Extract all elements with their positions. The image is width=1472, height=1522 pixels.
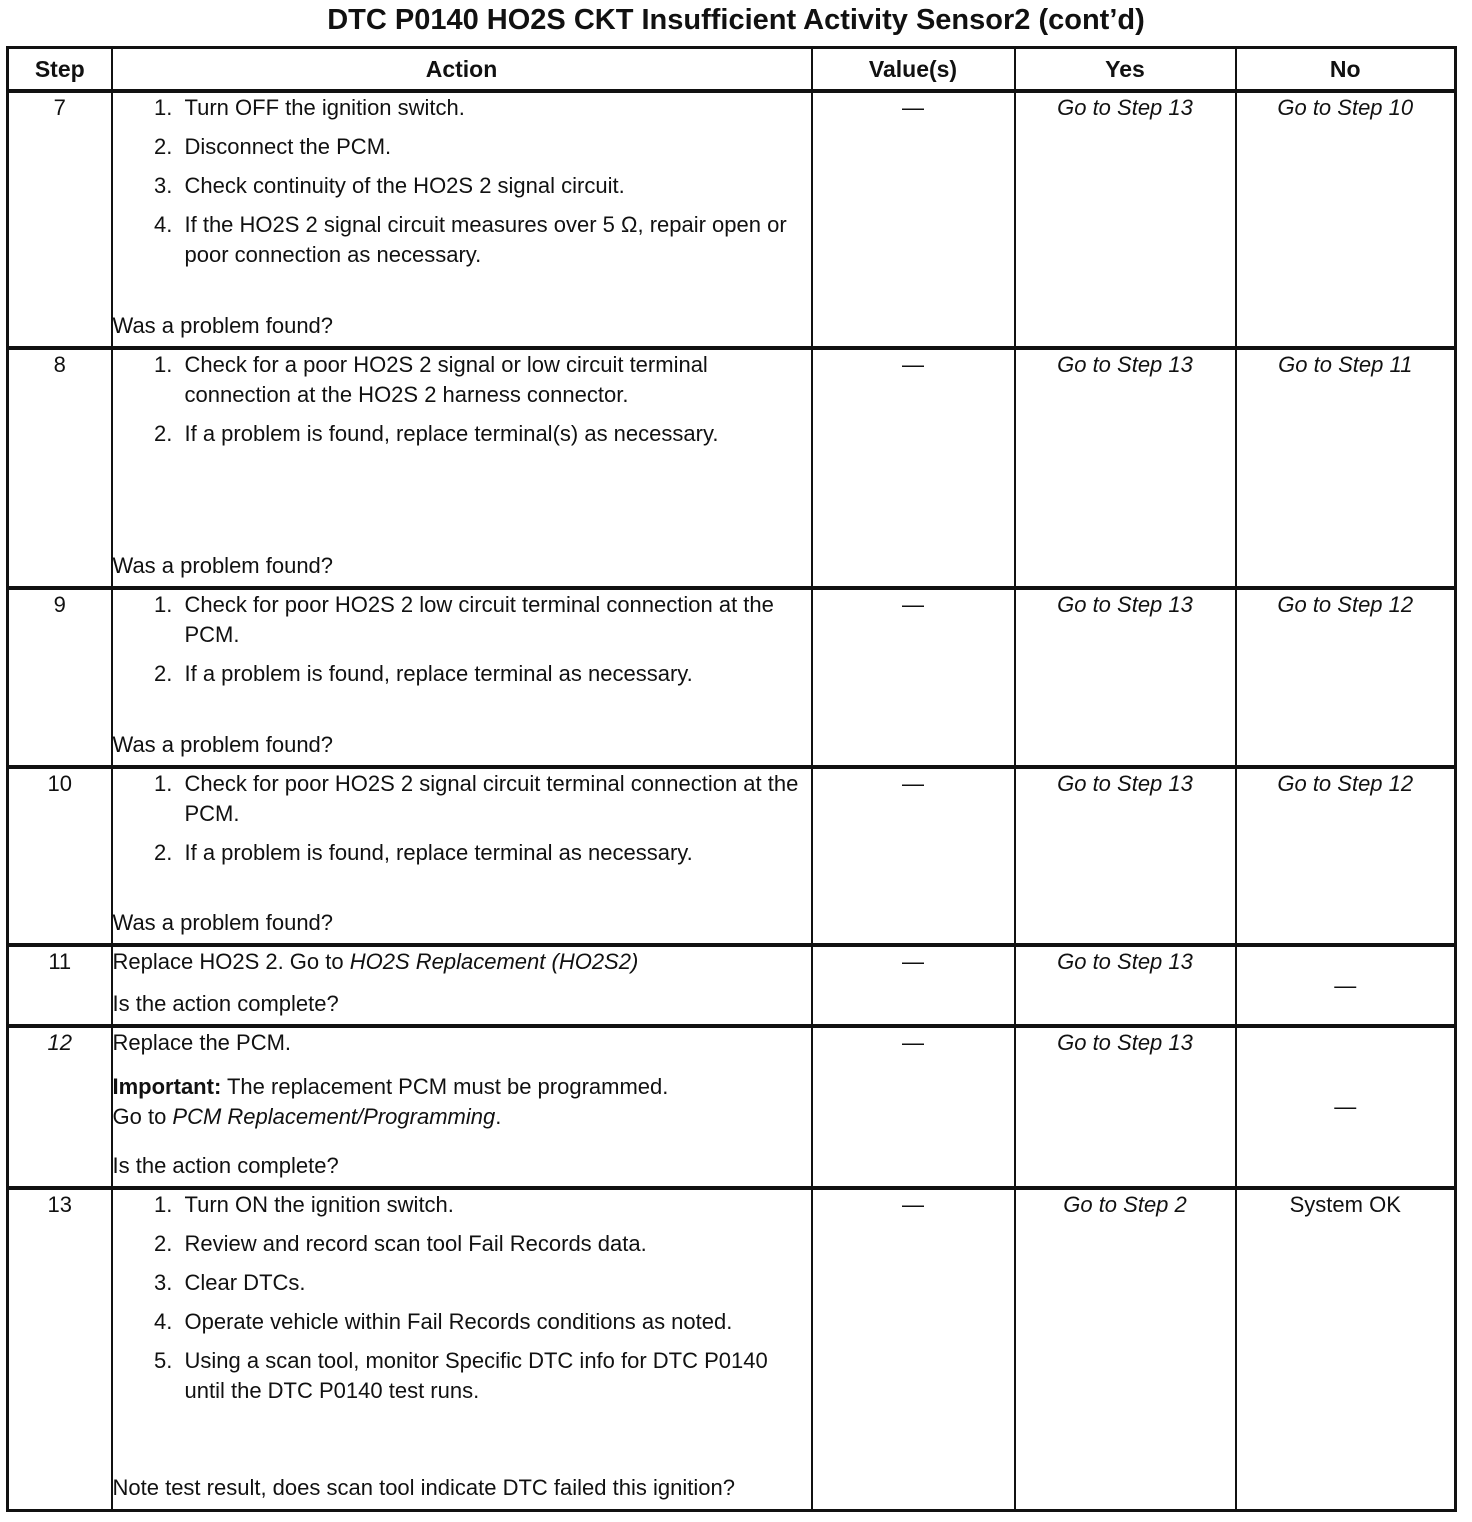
page-title: DTC P0140 HO2S CKT Insufficient Activity Sensor2 (cont’d) [327, 4, 1145, 36]
action-item: 4. Operate vehicle within Fail Records conditions as noted. [179, 1307, 811, 1337]
value-cell: — [812, 588, 1015, 767]
action-item: 1. Turn OFF the ignition switch. [179, 93, 811, 123]
action-text-prefix: Replace HO2S 2. Go to [112, 949, 350, 974]
goto-prefix: Go to [112, 1104, 173, 1129]
action-item: 2. If a problem is found, replace terminal as necessary. [179, 838, 811, 868]
yes-result: Go to Step 13 [1015, 588, 1236, 767]
action-question: Was a problem found? [112, 553, 334, 578]
step-number: 11 [8, 945, 112, 1026]
action-cell [112, 1026, 812, 1188]
table-row-step-12 [8, 1026, 1456, 1188]
value-cell: — [812, 945, 1015, 1026]
no-result: Go to Step 10 [1236, 91, 1456, 348]
no-result: Go to Step 12 [1236, 767, 1456, 945]
no-result: — [1236, 1026, 1456, 1188]
yes-result: Go to Step 13 [1015, 1026, 1236, 1188]
action-item: 2. If a problem is found, replace terminal as necessary. [179, 659, 811, 689]
column-header-yes: Yes [1015, 48, 1236, 92]
action-item: 1. Check for a poor HO2S 2 signal or low circuit terminal connection at the HO2S 2 harness connector. [179, 350, 811, 410]
goto-suffix: . [495, 1104, 502, 1129]
action-item: 3. Check continuity of the HO2S 2 signal circuit. [179, 171, 811, 201]
action-cell [112, 588, 812, 767]
no-result: System OK [1236, 1188, 1456, 1510]
table-row-step-9 [8, 588, 1456, 767]
action-item: 2. Disconnect the PCM. [179, 132, 811, 162]
action-cell [112, 1188, 812, 1510]
action-item: 3. Clear DTCs. [179, 1268, 811, 1298]
action-text: Replace the PCM. [112, 1030, 292, 1055]
action-item: 2. Review and record scan tool Fail Records data. [179, 1229, 811, 1259]
action-item: 2. If a problem is found, replace terminal(s) as necessary. [179, 419, 811, 449]
table-row-step-8 [8, 348, 1456, 588]
action-cell [112, 945, 812, 1026]
column-header-action: Action [112, 48, 812, 92]
value-cell: — [812, 767, 1015, 945]
column-header-values: Value(s) [812, 48, 1015, 92]
value-cell: — [812, 1188, 1015, 1510]
step-number: 10 [8, 767, 112, 945]
important-text: The replacement PCM must be programmed. [221, 1074, 669, 1099]
action-text [113, 947, 811, 977]
procedure-reference: HO2S Replacement (HO2S2) [349, 949, 639, 974]
action-item: 1. Turn ON the ignition switch. [179, 1190, 811, 1220]
procedure-reference: PCM Replacement/Programming [172, 1104, 496, 1129]
action-item: 5. Using a scan tool, monitor Specific DTC info for DTC P0140 until the DTC P0140 test runs. [179, 1346, 811, 1406]
table-row-step-11 [8, 945, 1456, 1026]
action-list [113, 769, 811, 868]
yes-result: Go to Step 13 [1015, 91, 1236, 348]
action-question: Was a problem found? [112, 910, 334, 935]
action-list [113, 93, 811, 270]
action-question: Note test result, does scan tool indicate DTC failed this ignition? [112, 1475, 735, 1500]
action-item: 4. If the HO2S 2 signal circuit measures over 5 Ω, repair open or poor connection as necessary. [179, 210, 811, 270]
value-cell: — [812, 1026, 1015, 1188]
action-cell [112, 767, 812, 945]
action-cell [112, 348, 812, 588]
important-note [113, 1072, 811, 1132]
action-item: 1. Check for poor HO2S 2 low circuit terminal connection at the PCM. [179, 590, 811, 650]
table-row-step-7 [8, 91, 1456, 348]
action-question: Was a problem found? [112, 313, 334, 338]
diagnostic-table [6, 46, 1457, 1512]
yes-result: Go to Step 13 [1015, 945, 1236, 1026]
no-result: — [1236, 945, 1456, 1026]
yes-result: Go to Step 13 [1015, 348, 1236, 588]
table-row-step-10 [8, 767, 1456, 945]
no-result: Go to Step 11 [1236, 348, 1456, 588]
table-row-step-13 [8, 1188, 1456, 1510]
action-question: Is the action complete? [112, 1153, 339, 1178]
step-number: 12 [8, 1026, 112, 1188]
value-cell: — [812, 91, 1015, 348]
step-number: 8 [8, 348, 112, 588]
value-cell: — [812, 348, 1015, 588]
step-number: 9 [8, 588, 112, 767]
yes-result: Go to Step 2 [1015, 1188, 1236, 1510]
action-list [113, 1190, 811, 1406]
important-label: Important: [112, 1074, 222, 1099]
action-question: Was a problem found? [112, 732, 334, 757]
step-number: 7 [8, 91, 112, 348]
action-item: 1. Check for poor HO2S 2 signal circuit terminal connection at the PCM. [179, 769, 811, 829]
action-list [113, 350, 811, 449]
column-header-no: No [1236, 48, 1456, 92]
action-question: Is the action complete? [112, 991, 339, 1016]
no-result: Go to Step 12 [1236, 588, 1456, 767]
yes-result: Go to Step 13 [1015, 767, 1236, 945]
action-cell [112, 91, 812, 348]
column-header-step: Step [8, 48, 112, 92]
action-list [113, 590, 811, 689]
step-number: 13 [8, 1188, 112, 1510]
table-header-row [8, 48, 1456, 92]
